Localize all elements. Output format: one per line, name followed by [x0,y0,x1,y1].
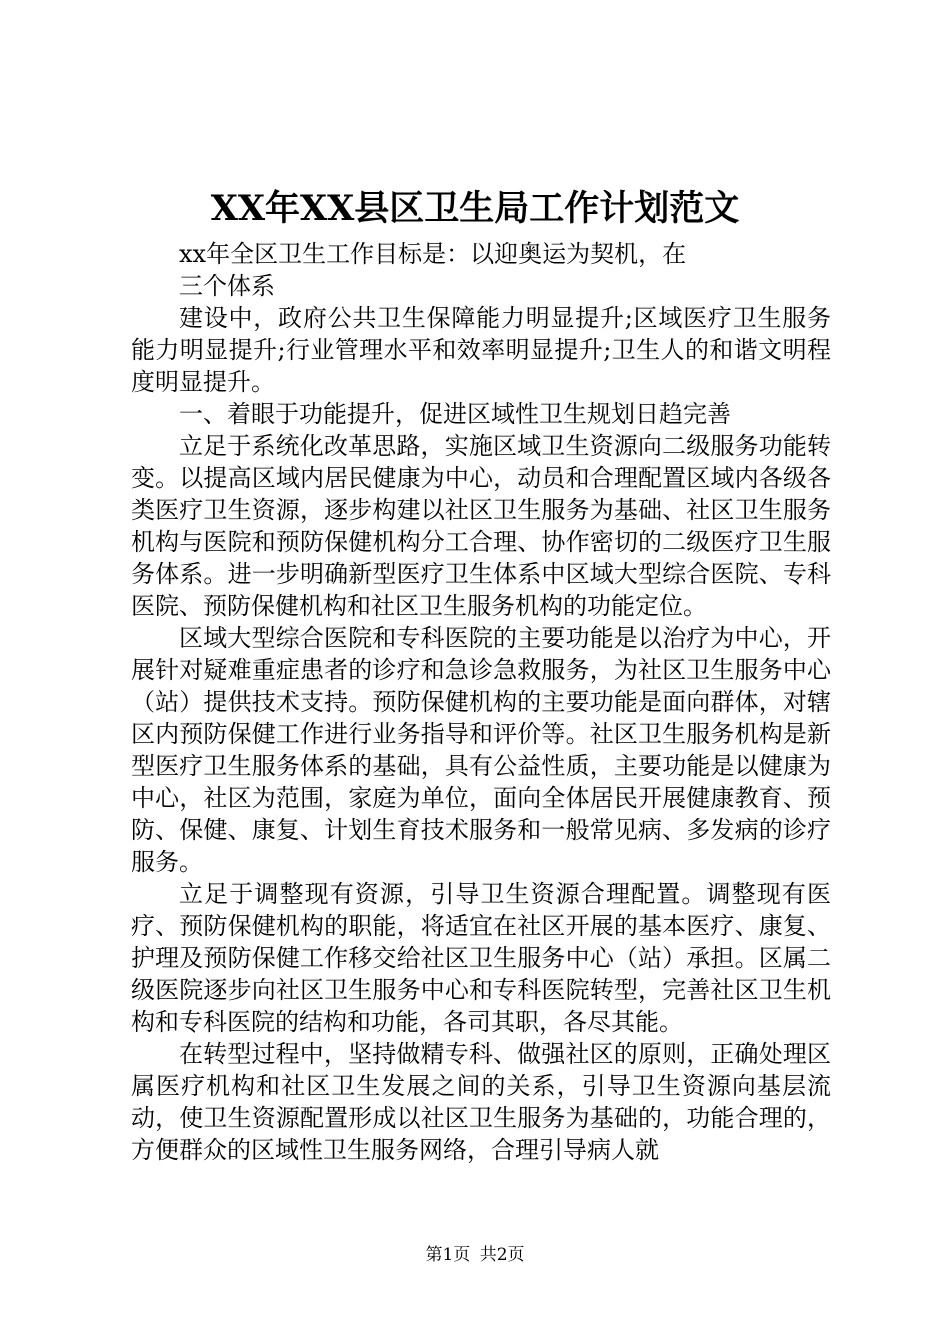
document-title: XX年XX县区卫生局工作计划范文 [210,188,740,229]
paragraph-hospital-functions: 区域大型综合医院和专科医院的主要功能是以治疗为中心，开展针对疑难重症患者的诊疗和急诊急救服务，为社区卫生服务中心（站）提供技术支持。预防保健机构的主要功能是面向群体，对辖区内预防保健工作进行业务指导和评价等。社区卫生服务机构是新型医疗卫生服务体系的基础，具有公益性质，主要功能是以健康为中心，社区为范围，家庭为单位，面向全体居民开展健康教育、预防、保健、康复、计划生育技术服务和一般常见病、多发病的诊疗服务。 [131,624,831,876]
page-footer [0,1243,950,1267]
document-body [131,238,831,1166]
paragraph-system-reform: 立足于系统化改革思路，实施区域卫生资源向二级服务功能转变。以提高区域内居民健康为中心，动员和合理配置区域内各级各类医疗卫生资源，逐步构建以社区卫生服务为基础、社区卫生服务机构与医院和预防保健机构分工合理、协作密切的二级医疗卫生服务体系。进一步明确新型医疗卫生体系中区域大型综合医院、专科医院、预防保健机构和社区卫生服务机构的功能定位。 [131,432,831,620]
section-heading-1: 一、着眼于功能提升，促进区域性卫生规划日趋完善 [179,400,731,428]
paragraph-goals: 建设中，政府公共卫生保障能力明显提升;区域医疗卫生服务能力明显提升;行业管理水平和效率明显提升;卫生人的和谐文明程度明显提升。 [131,304,831,396]
page-total: 共2页 [479,1245,525,1265]
paragraph-intro: xx年全区卫生工作目标是：以迎奥运为契机，在 [179,240,687,268]
paragraph-three-systems: 三个体系 [179,272,275,300]
paragraph-transition: 在转型过程中，坚持做精专科、做强社区的原则，正确处理区属医疗机构和社区卫生发展之间的关系，引导卫生资源向基层流动，使卫生资源配置形成以社区卫生服务为基础的，功能合理的，方便群众的区域性卫生服务网络，合理引导病人就 [131,1040,831,1164]
page-number: 第1页 [425,1245,471,1265]
paragraph-resource-adjustment: 立足于调整现有资源，引导卫生资源合理配置。调整现有医疗、预防保健机构的职能，将适宜在社区开展的基本医疗、康复、护理及预防保健工作移交给社区卫生服务中心（站）承担。区属二级医院逐步向社区卫生服务中心和专科医院转型，完善社区卫生机构和专科医院的结构和功能，各司其职，各尽其能。 [131,880,831,1036]
